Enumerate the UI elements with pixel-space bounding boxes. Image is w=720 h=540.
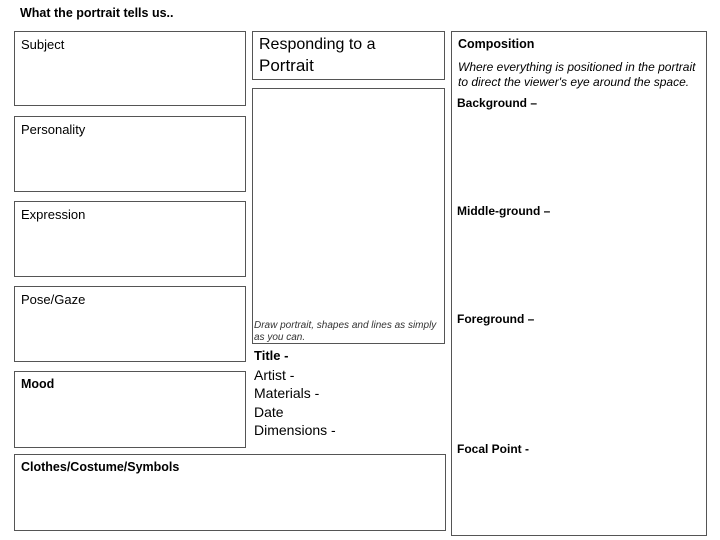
heading-line2: Portrait: [259, 56, 314, 75]
page-title: What the portrait tells us..: [20, 6, 174, 20]
foreground-label: Foreground –: [457, 312, 535, 326]
artwork-title-label: Title -: [254, 348, 289, 363]
background-label: Background –: [457, 96, 538, 110]
drawing-box[interactable]: [252, 88, 445, 344]
subject-label: Subject: [21, 37, 65, 52]
heading-line1: Responding to a: [259, 36, 376, 53]
focal-point-label: Focal Point -: [457, 442, 529, 456]
personality-label: Personality: [21, 122, 86, 137]
mood-label: Mood: [21, 377, 55, 391]
artist-label: Artist -: [254, 367, 295, 383]
draw-hint: Draw portrait, shapes and lines as simply as you can.: [254, 320, 437, 343]
dimensions-label: Dimensions -: [254, 422, 336, 438]
middle-ground-label: Middle-ground –: [457, 204, 551, 218]
composition-label: Composition: [458, 37, 535, 51]
pose-gaze-label: Pose/Gaze: [21, 292, 86, 307]
date-label: Date: [254, 404, 284, 420]
expression-label: Expression: [21, 207, 86, 222]
materials-label: Materials -: [254, 385, 320, 401]
clothes-label: Clothes/Costume/Symbols: [21, 460, 180, 474]
composition-description: Where everything is positioned in the portrait to direct the viewer's eye around the space.: [458, 60, 696, 89]
